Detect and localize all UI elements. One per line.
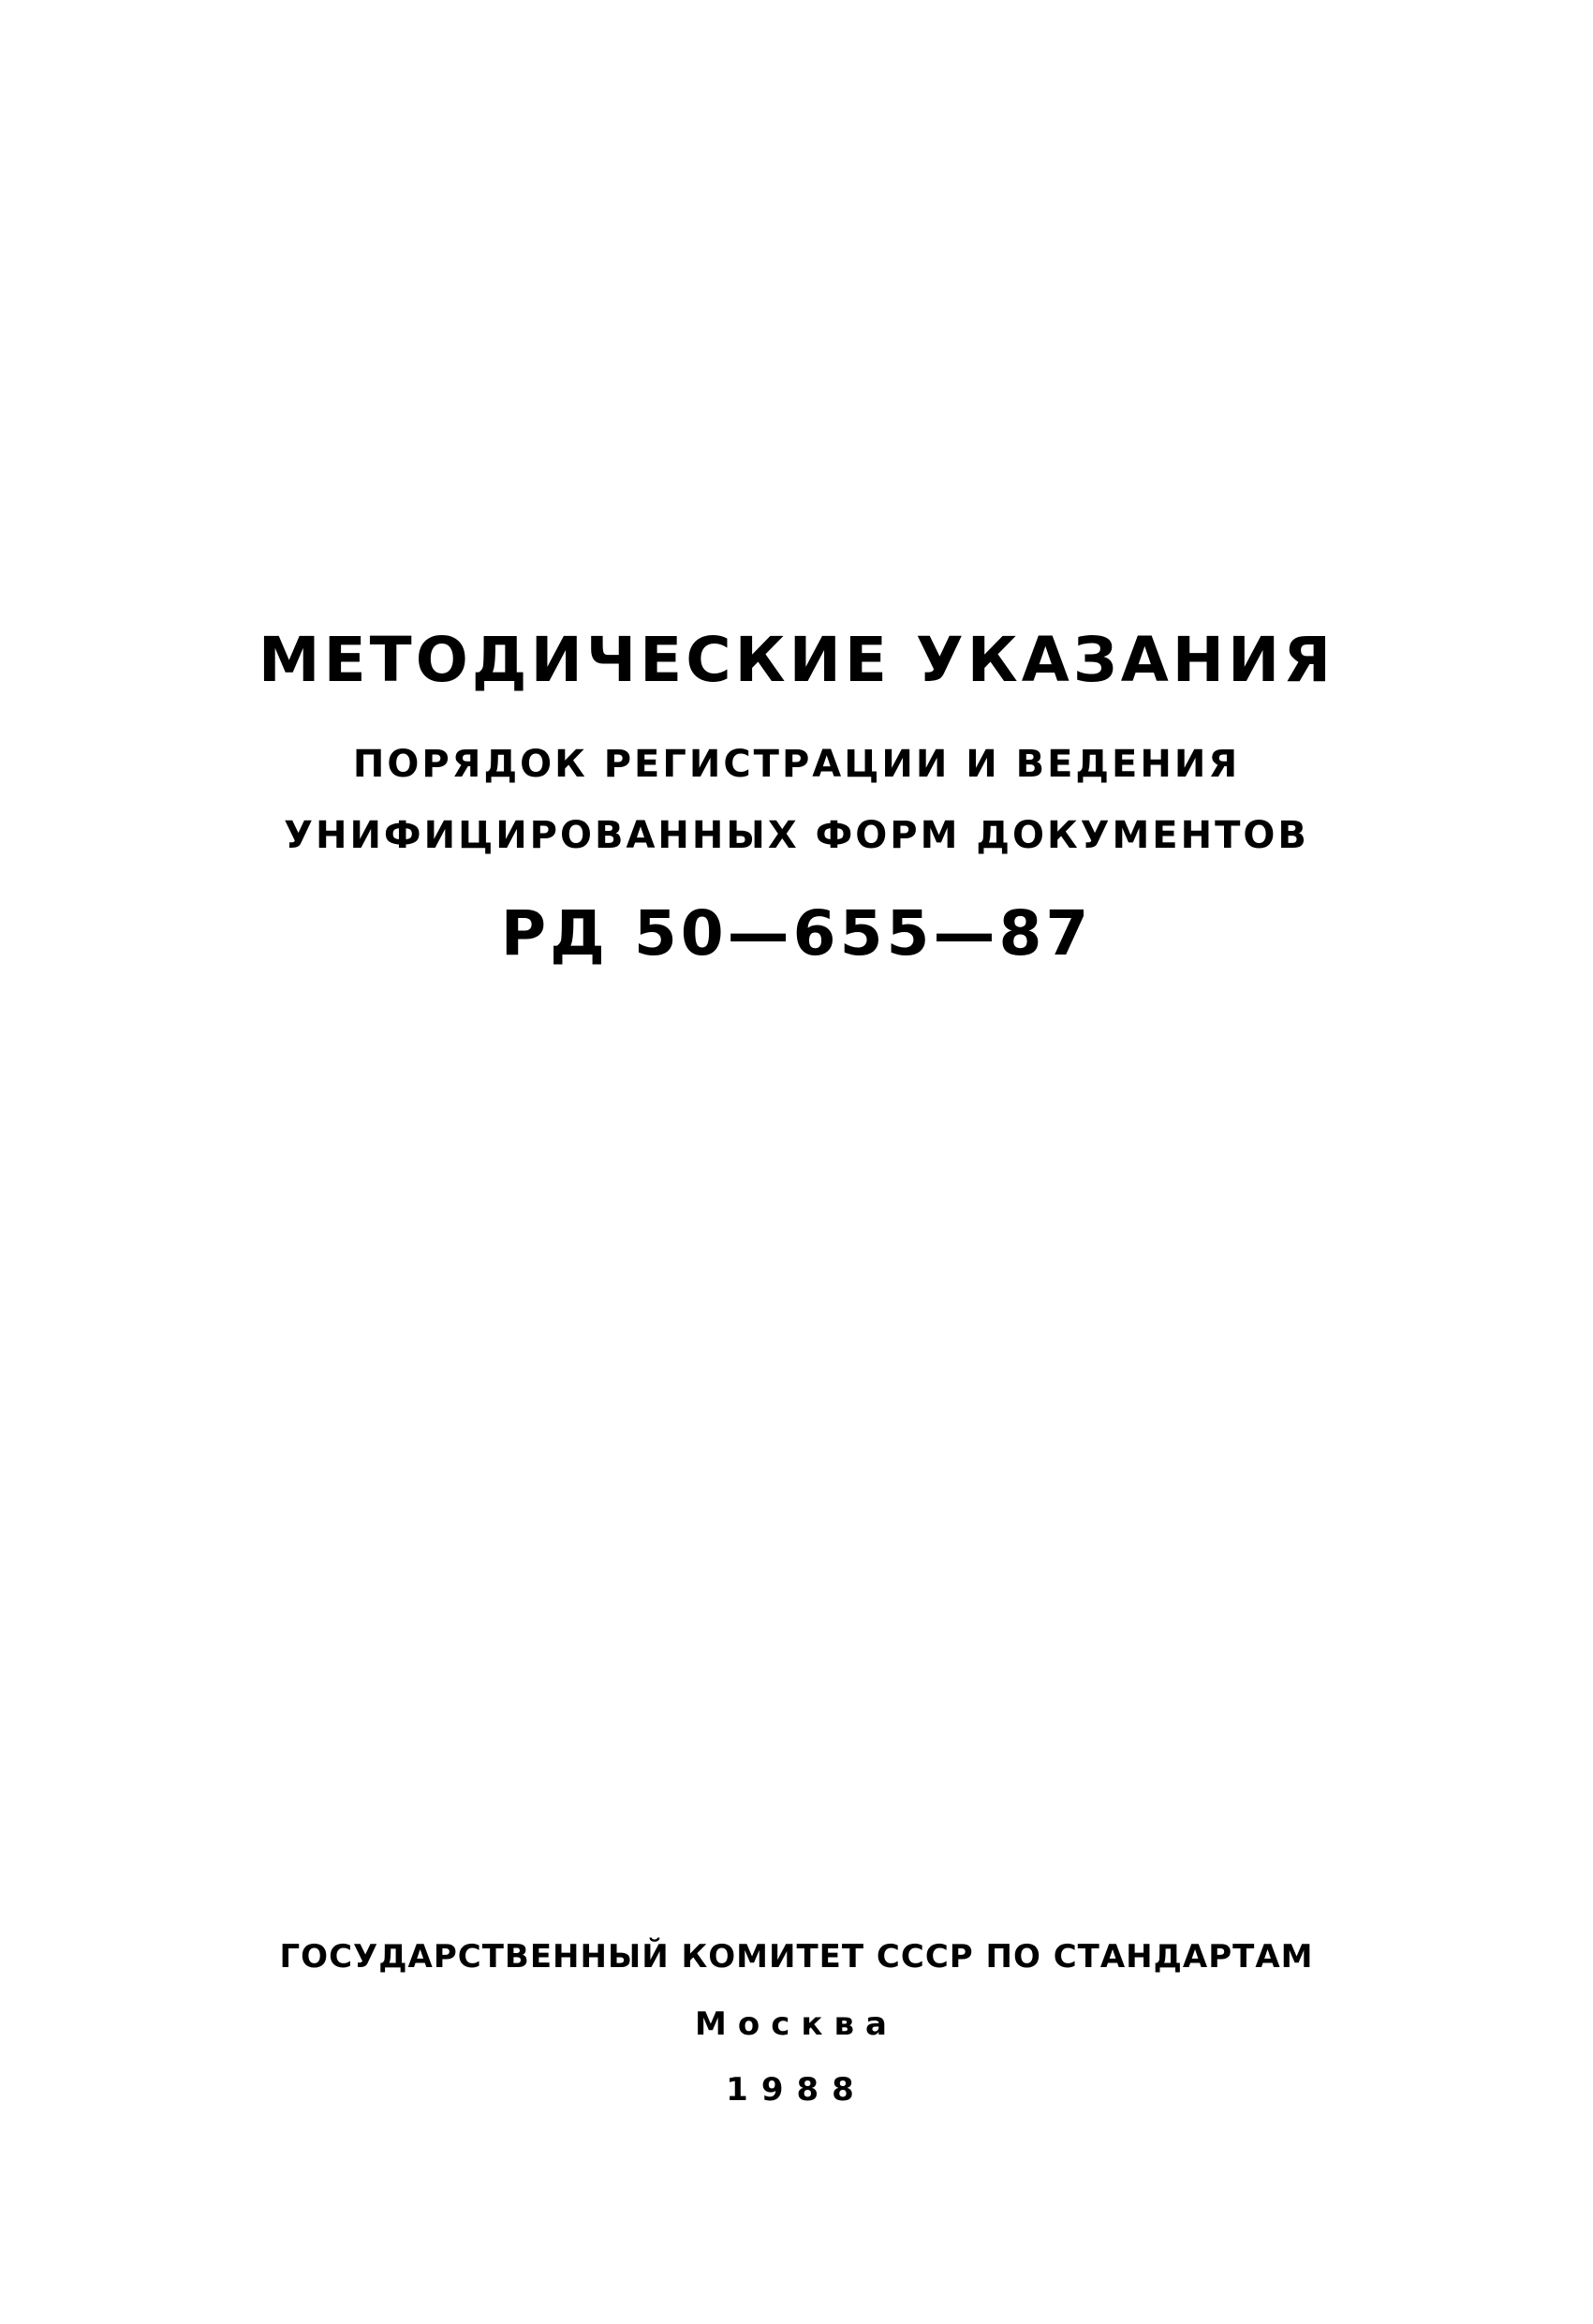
title-block bbox=[0, 624, 1593, 970]
imprint-block bbox=[0, 1938, 1593, 2109]
main-title: МЕТОДИЧЕСКИЕ УКАЗАНИЯ bbox=[258, 624, 1335, 696]
subtitle-line-2: УНИФИЦИРОВАННЫХ ФОРМ ДОКУМЕНТОВ bbox=[284, 814, 1309, 857]
publication-city: Москва bbox=[695, 2006, 898, 2043]
subtitle-line-1: ПОРЯДОК РЕГИСТРАЦИИ И ВЕДЕНИЯ bbox=[352, 743, 1241, 786]
publication-year: 1988 bbox=[726, 2071, 867, 2109]
publisher: ГОСУДАРСТВЕННЫЙ КОМИТЕТ СССР ПО СТАНДАРТАМ bbox=[279, 1938, 1314, 1976]
document-code: РД 50—655—87 bbox=[500, 897, 1093, 970]
